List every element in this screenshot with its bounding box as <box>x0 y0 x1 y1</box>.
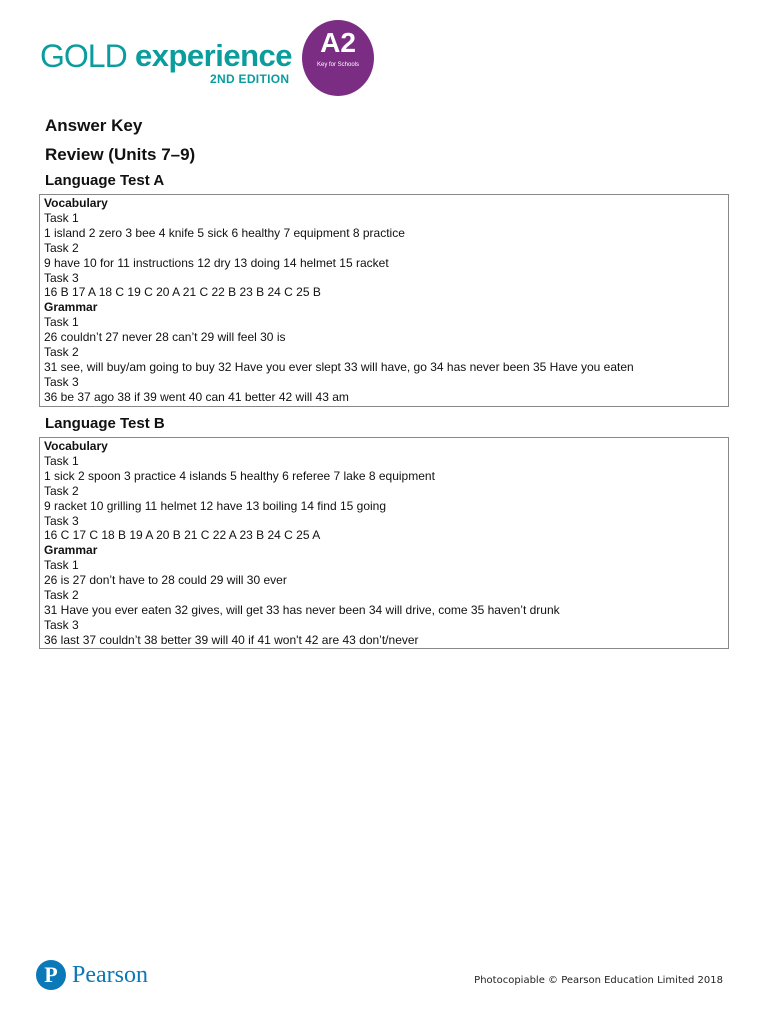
answer-line: 31 see, will buy/am going to buy 32 Have you ever slept 33 will have, go 34 has never been 35 Have you eaten <box>44 359 634 374</box>
test-a-heading: Language Test A <box>45 172 165 189</box>
section-heading: Vocabulary <box>44 196 108 210</box>
level-badge <box>302 20 374 96</box>
review-title: Review (Units 7–9) <box>45 145 196 164</box>
copyright-notice: Photocopiable © Pearson Education Limited 2018 <box>474 975 723 986</box>
answer-line: 26 is 27 don’t have to 28 could 29 will 30 ever <box>44 573 287 588</box>
answer-line: 31 Have you ever eaten 32 gives, will get 33 has never been 34 will drive, come 35 haven’t drunk <box>44 602 560 617</box>
pearson-logo <box>36 960 156 996</box>
brand-experience: experience <box>135 38 292 73</box>
section-heading: Grammar <box>44 300 98 315</box>
answer-line: 16 C 17 C 18 B 19 A 20 B 21 C 22 A 23 B 24 C 25 A <box>44 528 321 543</box>
test-b-heading: Language Test B <box>45 415 165 432</box>
answer-line: Task 1 <box>44 315 79 330</box>
answer-line: 36 be 37 ago 38 if 39 went 40 can 41 better 42 will 43 am <box>44 389 349 404</box>
answer-line: 1 island 2 zero 3 bee 4 knife 5 sick 6 healthy 7 equipment 8 practice <box>44 225 405 240</box>
answer-line: Task 2 <box>44 345 79 360</box>
section-heading: Vocabulary <box>44 439 108 453</box>
test-a-answers-box <box>39 194 729 407</box>
brand-gold: GOLD <box>40 38 127 74</box>
gold-experience-logo <box>38 18 398 98</box>
answer-line: 1 sick 2 spoon 3 practice 4 islands 5 healthy 6 referee 7 lake 8 equipment <box>44 468 435 483</box>
pearson-p-icon: P <box>36 960 66 990</box>
answer-line: Task 3 <box>44 374 79 389</box>
answer-key-title: Answer Key <box>45 116 143 135</box>
answer-line: Task 2 <box>44 588 79 603</box>
answer-line: 16 B 17 A 18 C 19 C 20 A 21 C 22 B 23 B 24 C 25 B <box>44 285 321 300</box>
answer-line: Task 2 <box>44 240 79 255</box>
pearson-wordmark: Pearson <box>72 962 148 988</box>
answer-line: Task 1 <box>44 558 79 573</box>
answer-line: Task 2 <box>44 483 79 498</box>
answer-line: 9 racket 10 grilling 11 helmet 12 have 13 boiling 14 find 15 going <box>44 498 387 513</box>
answer-line: Task 3 <box>44 513 79 528</box>
brand-edition: 2ND EDITION <box>210 72 290 86</box>
answer-line: 36 last 37 couldn’t 38 better 39 will 40 if 41 won't 42 are 43 don’t/never <box>44 632 419 647</box>
test-b-answers-box <box>39 437 729 649</box>
answer-line: Task 1 <box>44 453 79 468</box>
answer-line: Task 3 <box>44 270 79 285</box>
level-label: A2 <box>320 27 356 58</box>
level-sublabel: Key for Schools <box>316 62 360 68</box>
section-heading: Grammar <box>44 543 98 558</box>
answer-line: Task 1 <box>44 210 79 225</box>
answer-line: 26 couldn’t 27 never 28 can’t 29 will feel 30 is <box>44 330 286 345</box>
answer-line: Task 3 <box>44 617 79 632</box>
answer-line: 9 have 10 for 11 instructions 12 dry 13 doing 14 helmet 15 racket <box>44 255 389 270</box>
